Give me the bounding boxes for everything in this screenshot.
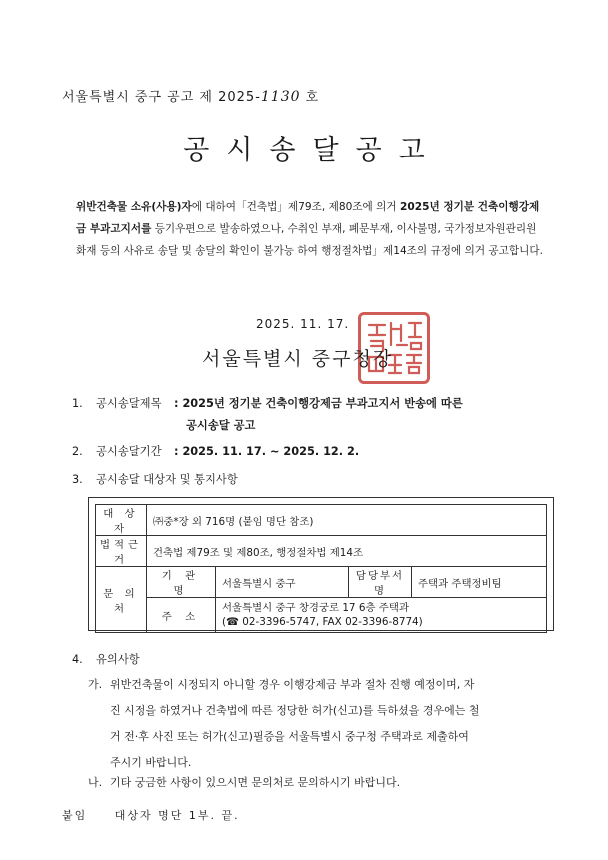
table-row-basis [96, 536, 547, 567]
section-2 [72, 444, 552, 460]
table-row-target [96, 505, 547, 536]
intro-text-2: 등기우편으로 발송하였으나, 수취인 부재, 폐문부재, 이사불명, 국가정보자원관리원 화재 등의 사유로 송달 및 송달의 확인이 불가능 하여 행정절차법」제14조의 규정에 의거 공고합니다. [76, 223, 543, 257]
section-2-label: 공시송달기간 [96, 445, 162, 458]
phone-value: (☎ 02-3396-5747, FAX 02-3396-8774) [222, 616, 423, 628]
note-ga-line4: 주시기 바랍니다. [110, 756, 192, 769]
section-2-value: : 2025. 11. 17. ~ 2025. 12. 2. [174, 445, 360, 458]
agency-value: 서울특별시 중구 [216, 567, 349, 598]
basis-label: 법적근거 [96, 536, 147, 567]
document-title: 공시송달공고 [183, 135, 442, 166]
agency-label: 기 관 명 [147, 567, 216, 598]
section-1-label: 공시송달제목 [96, 397, 162, 410]
table-row-address [96, 598, 547, 633]
notice-number-handwritten: 1130 [260, 89, 301, 105]
intro-paragraph [76, 196, 546, 262]
notice-number-suffix: 호 [305, 90, 320, 105]
attachment-line [62, 807, 240, 823]
section-3-label: 공시송달 대상자 및 통지사항 [96, 473, 238, 486]
note-ga-line1: 위반건축물이 시정되지 아니할 경우 이행강제금 부과 절차 진행 예정이며, 자 [110, 678, 475, 691]
address-label: 주 소 [147, 598, 216, 633]
info-table [95, 504, 547, 633]
address-value: 서울특별시 중구 창경궁로 17 6층 주택과 [222, 602, 409, 614]
section-1-value-line2: 공시송달 공고 [186, 419, 256, 432]
dept-label: 담당부서명 [349, 567, 412, 598]
note-ga-line2: 진 시정을 하였거나 건축법에 따른 정당한 허가(신고)를 득하셨을 경우에는 철 [110, 704, 480, 717]
note-na-mark: 나. [88, 776, 103, 789]
issuing-office: 서울특별시 중구청장 [202, 348, 394, 370]
notice-number [62, 86, 319, 105]
basis-value: 건축법 제79조 및 제80조, 행정절차법 제14조 [147, 536, 547, 567]
section-4-label: 유의사항 [96, 653, 140, 666]
note-ga-line3: 거 전·후 사진 또는 허가(신고)필증을 서울특별시 중구청 주택과로 제출하여 [110, 730, 469, 743]
note-ga [88, 672, 558, 776]
section-2-number: 2. [72, 445, 83, 458]
table-row-agency [96, 567, 547, 598]
note-na [88, 770, 558, 796]
contact-label: 문 의 처 [96, 567, 147, 633]
section-3 [72, 472, 552, 488]
attachment-label: 붙임 [62, 809, 88, 822]
note-na-line1: 기타 궁금한 사항이 있으시면 문의처로 문의하시기 바랍니다. [110, 776, 401, 789]
section-4 [72, 652, 552, 668]
section-3-number: 3. [72, 473, 83, 486]
section-1 [72, 396, 552, 432]
attachment-text: 대상자 명단 1부. 끝. [114, 809, 240, 822]
note-ga-mark: 가. [88, 678, 103, 691]
intro-bold-notice: 2025년 정기분 건축이행강제금 부과고지서를 [76, 201, 540, 235]
intro-text-1: 에 대하여「건축법」제79조, 제80조에 의거 [191, 201, 400, 213]
notice-number-prefix: 서울특별시 중구 공고 제 2025- [62, 90, 261, 105]
target-value: ㈜중*장 외 716명 (붙임 명단 참조) [147, 505, 547, 536]
section-1-number: 1. [72, 397, 83, 410]
section-4-number: 4. [72, 653, 83, 666]
notice-date: 2025. 11. 17. [256, 317, 350, 331]
address-cell [216, 598, 547, 633]
target-label: 대 상 자 [96, 505, 147, 536]
section-1-value: : 2025년 정기분 건축이행강제금 부과고지서 반송에 따른 [174, 397, 463, 410]
dept-value: 주택과 주택정비팀 [412, 567, 547, 598]
intro-bold-owner: 위반건축물 소유(사용)자 [76, 201, 192, 213]
